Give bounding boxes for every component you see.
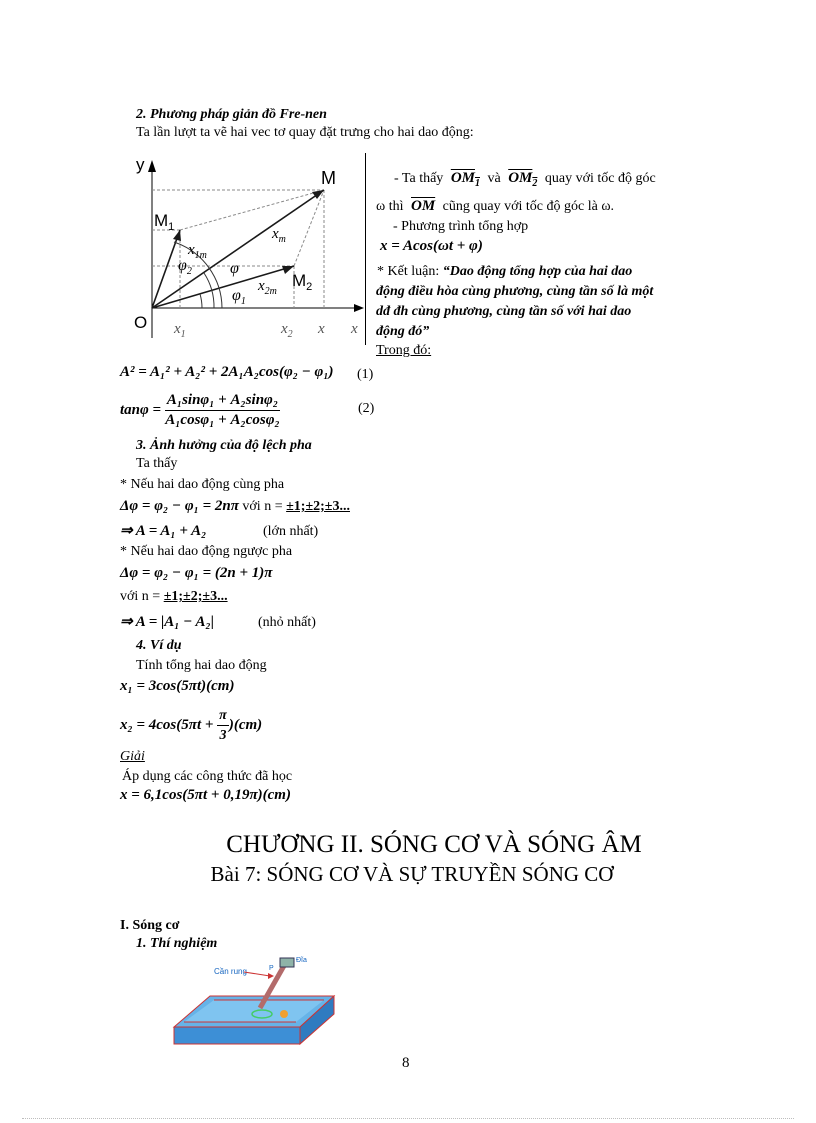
- min-note: (nhỏ nhất): [258, 615, 316, 630]
- formula-amplitude: A² = A₁² + A₂² + 2A₁A₂cos(φ₂ − φ₁): [120, 364, 334, 380]
- label-xm: $x_m$: [272, 226, 286, 245]
- right-line-2: ω thì $\overline{OM}$ cũng quay với tốc độ góc là ω.: [376, 198, 615, 214]
- label-x1m: $x_{1m}$: [188, 242, 207, 261]
- page-number: 8: [402, 1055, 410, 1071]
- lesson-title: Bài 7: SÓNG CƠ VÀ SỰ TRUYỀN SÓNG CƠ: [210, 862, 614, 886]
- conclusion-line-1: * Kết luận: “Dao động tổng hợp của hai dao: [377, 264, 633, 279]
- min-amplitude: ⇒ A = |A₁ − A₂|: [120, 614, 215, 630]
- same-phase-condition: Δφ = φ₂ − φ₁ = 2nπ với n = ±1;±2;±3...: [120, 498, 350, 514]
- tray-front: [174, 1027, 300, 1044]
- axis-tick-x-end: x: [351, 321, 358, 337]
- label-p: P: [269, 965, 274, 972]
- max-amplitude: ⇒ A = A₁ + A₂: [120, 523, 207, 539]
- float-ball: [280, 1010, 288, 1018]
- example-x2: x₂ = 4cos(5πt + $\frac{\pi}{3}$ )(cm): [120, 708, 263, 743]
- right-line-1: - Ta thấy $OM_1$ và $OM_2$ quay với tốc độ góc: [394, 170, 656, 189]
- label-phi2: $\varphi_2$: [178, 257, 192, 277]
- vibrator-head: [280, 958, 294, 967]
- label-dia: Đĩa: [296, 957, 307, 964]
- vector-om1: [152, 230, 180, 308]
- max-note: (lớn nhất): [263, 524, 319, 539]
- axis-tick-x2: $x_2$: [281, 321, 293, 340]
- experiment-figure: [170, 952, 338, 1050]
- example-x1: x₁ = 3cos(5πt)(cm): [120, 678, 235, 694]
- formula-1-number: (1): [357, 367, 374, 382]
- conclusion-line-4: động đó”: [376, 324, 430, 339]
- section-4-heading: 4. Ví dụ: [136, 638, 182, 653]
- label-y: y: [136, 155, 145, 174]
- conclusion-line-3: dđ đh cùng phương, cùng tần số với hai dao: [376, 304, 632, 319]
- example-intro: Tính tổng hai dao động: [136, 658, 267, 673]
- total-equation: x = Acos(ωt + φ): [380, 238, 483, 254]
- solution-result: x = 6,1cos(5πt + 0,19π)(cm): [120, 787, 291, 803]
- x-axis-arrow: [354, 304, 364, 312]
- section-i-heading: I. Sóng cơ: [120, 918, 180, 933]
- axis-tick-x1: $x_1$: [174, 321, 186, 340]
- conclusion-line-2: động điều hòa cùng phương, cùng tần số là một: [376, 284, 654, 299]
- section-2-heading: 2. Phương pháp giản đồ Fre-nen: [136, 107, 327, 122]
- same-phase-label: * Nếu hai dao động cùng pha: [120, 477, 285, 492]
- label-m2: $M_2$: [292, 271, 313, 293]
- column-divider: [365, 153, 366, 345]
- label-phi1: $\varphi_1$: [232, 287, 246, 307]
- opposite-phase-condition: Δφ = φ₂ − φ₁ = (2n + 1)π: [120, 565, 273, 581]
- solution-label: Giải: [120, 749, 145, 764]
- formula-tan-phi: tanφ = $\frac{\text{A₁sinφ₁ + A₂sinφ₂}}{\text{A₁cosφ₁ + A₂cosφ₂}}$: [120, 392, 280, 428]
- axis-tick-x: x: [318, 321, 325, 337]
- y-axis-arrow: [148, 160, 156, 172]
- experiment-heading: 1. Thí nghiệm: [136, 936, 218, 951]
- opposite-phase-label: * Nếu hai dao động ngược pha: [120, 544, 293, 559]
- solution-apply: Áp dụng các công thức đã học: [122, 769, 293, 784]
- fresnel-diagram: [118, 148, 366, 348]
- ta-thay: Ta thấy: [136, 456, 178, 471]
- label-phi: φ: [230, 260, 239, 277]
- formula-2-number: (2): [358, 401, 375, 416]
- chapter-title: CHƯƠNG II. SÓNG CƠ VÀ SÓNG ÂM: [226, 831, 642, 858]
- label-m: M: [321, 168, 336, 188]
- section-3-heading: 3. Ảnh hưởng của độ lệch pha: [136, 438, 312, 453]
- right-line-3: - Phương trình tổng hợp: [393, 219, 529, 234]
- trong-do-label: Trong đó:: [376, 343, 432, 358]
- label-origin: O: [134, 313, 148, 332]
- label-m1: $M_1$: [154, 211, 175, 233]
- opposite-n-values: với n = ±1;±2;±3...: [120, 589, 228, 604]
- page-bottom-rule: [22, 1118, 794, 1119]
- label-can-rung: Cần rung: [214, 967, 247, 976]
- label-x2m: $x_{2m}$: [258, 278, 277, 297]
- section-2-intro: Ta lần lượt ta vẽ hai vec tơ quay đặt trưng cho hai dao động:: [136, 125, 474, 140]
